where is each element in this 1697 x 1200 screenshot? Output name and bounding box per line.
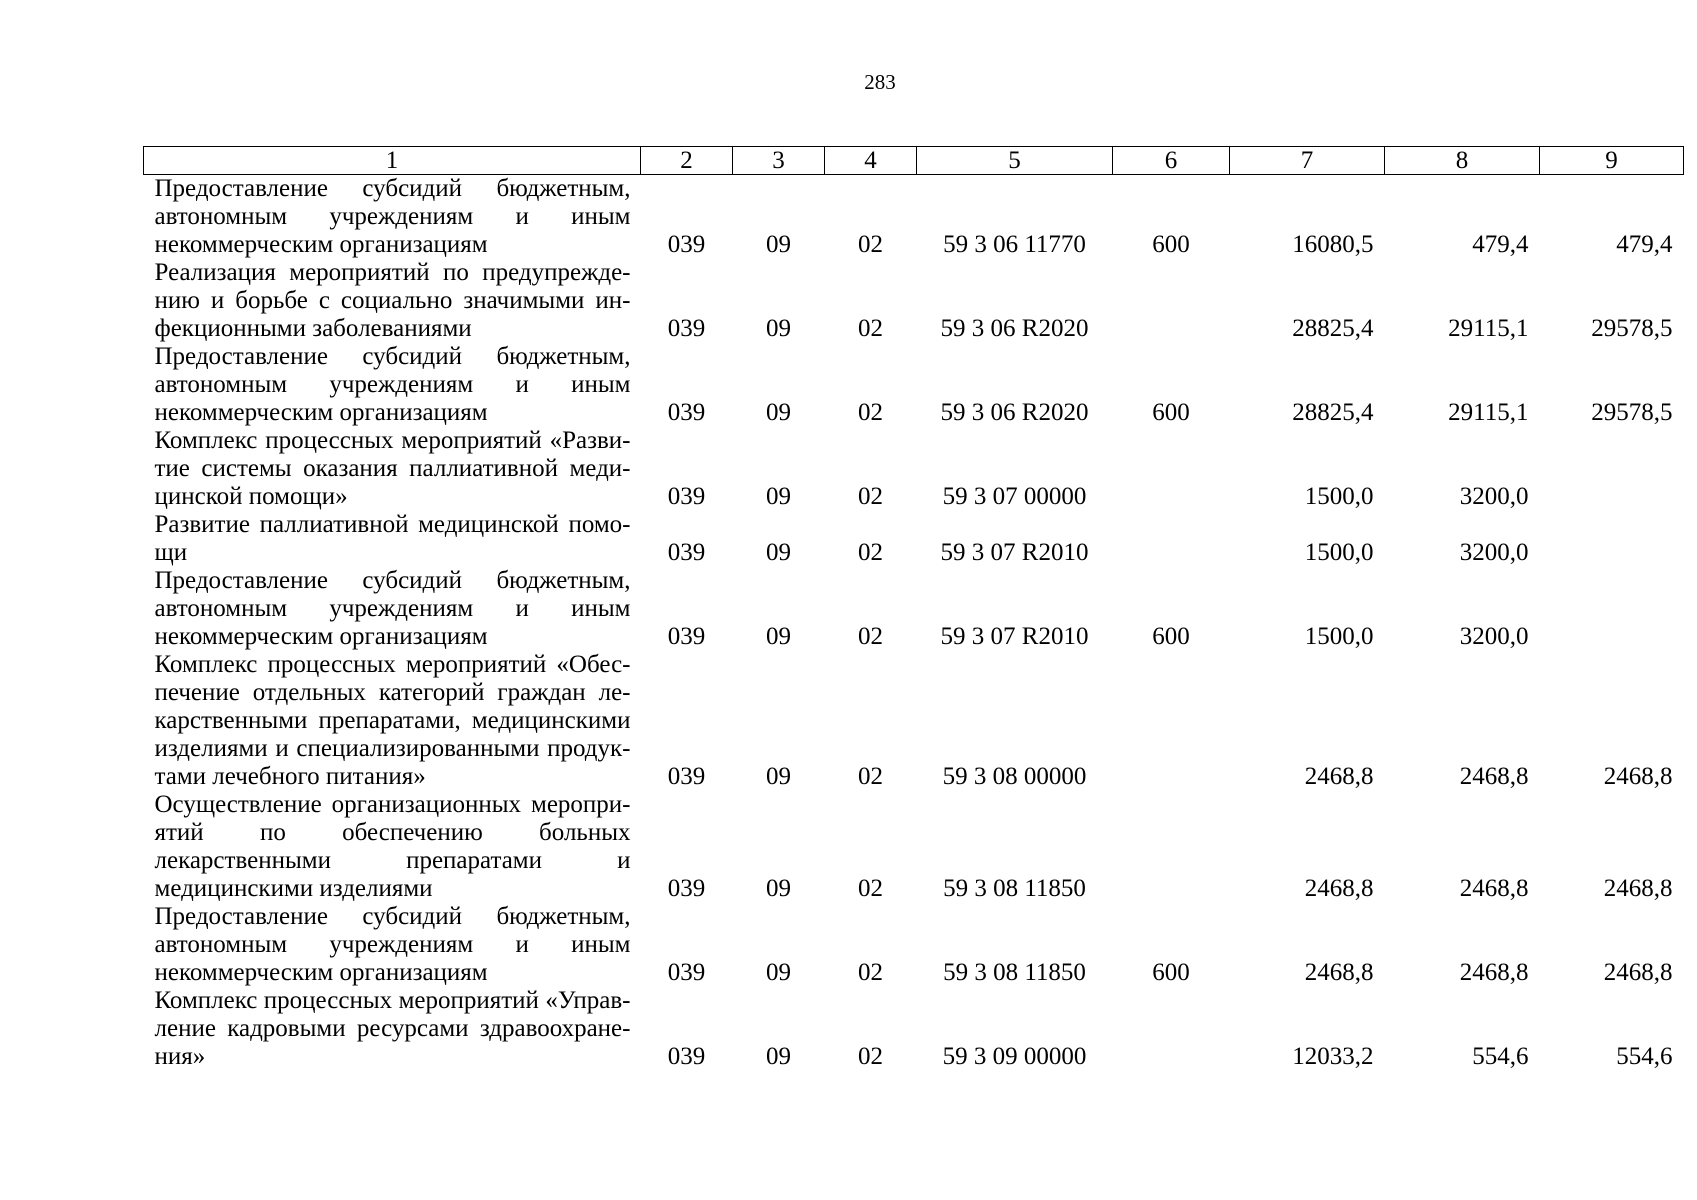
section-code-cell: 09 [766, 875, 791, 902]
section-code-cell: 09 [766, 1043, 791, 1070]
amount-col9-cell: 479,4 [1616, 231, 1673, 258]
header-row [144, 147, 1684, 175]
amount-col8-cell: 554,6 [1472, 1043, 1529, 1070]
row-name-cell: Предоставление субсидий бюджетным, автономным учреждениям и иным некоммерческим организациям [154, 343, 631, 426]
subsection-code-cell: 02 [858, 231, 883, 258]
column-header: 3 [733, 147, 825, 175]
column-header: 8 [1385, 147, 1540, 175]
amount-col9-cell: 554,6 [1616, 1043, 1673, 1070]
subsection-code-cell: 02 [858, 483, 883, 510]
ministry-code-cell: 039 [667, 315, 706, 342]
amount-col8-cell: 3200,0 [1459, 483, 1529, 510]
subsection-code-cell: 02 [858, 623, 883, 650]
target-article-cell: 59 3 07 R2010 [940, 623, 1089, 650]
section-code-cell: 09 [766, 539, 791, 566]
section-code-cell: 09 [766, 315, 791, 342]
column-header: 6 [1113, 147, 1230, 175]
amount-col8-cell: 3200,0 [1459, 539, 1529, 566]
amount-col7-cell: 12033,2 [1292, 1043, 1374, 1070]
ministry-code-cell: 039 [667, 483, 706, 510]
section-code-cell: 09 [766, 483, 791, 510]
amount-col7-cell: 2468,8 [1304, 763, 1374, 790]
target-article-cell: 59 3 07 00000 [942, 483, 1087, 510]
column-header: 7 [1230, 147, 1385, 175]
amount-col9-cell: 2468,8 [1603, 763, 1673, 790]
section-code-cell: 09 [766, 623, 791, 650]
row-name-cell: Предоставление субсидий бюджетным, автономным учреждениям и иным некоммерческим организациям [154, 567, 631, 650]
target-article-cell: 59 3 09 00000 [942, 1043, 1087, 1070]
table-row [144, 175, 1684, 260]
amount-col8-cell: 2468,8 [1459, 875, 1529, 902]
column-header: 9 [1540, 147, 1684, 175]
table-row [144, 259, 1684, 343]
row-name-cell: Предоставление субсидий бюджетным, автономным учреждениям и иным некоммерческим организациям [154, 903, 631, 986]
amount-col9-cell: 2468,8 [1603, 959, 1673, 986]
table-row [144, 903, 1684, 987]
amount-col7-cell: 1500,0 [1304, 483, 1374, 510]
column-header: 5 [917, 147, 1113, 175]
amount-col8-cell: 2468,8 [1459, 959, 1529, 986]
amount-col9-cell [1540, 427, 1684, 511]
ministry-code-cell: 039 [667, 623, 706, 650]
table-row [144, 567, 1684, 651]
target-article-cell: 59 3 06 R2020 [940, 399, 1089, 426]
ministry-code-cell: 039 [667, 959, 706, 986]
section-code-cell: 09 [766, 959, 791, 986]
subsection-code-cell: 02 [858, 875, 883, 902]
target-article-cell: 59 3 07 R2010 [940, 539, 1089, 566]
amount-col7-cell: 2468,8 [1304, 875, 1374, 902]
target-article-cell: 59 3 06 R2020 [940, 315, 1089, 342]
expense-type-cell: 600 [1152, 959, 1190, 986]
row-name-cell: Комплекс процессных мероприятий «Управление кадровыми ресурсами здравоохранения» [154, 987, 631, 1070]
amount-col9-cell [1540, 567, 1684, 651]
row-name-cell: Развитие паллиативной медицинской помощи [154, 511, 631, 566]
expense-type-cell [1113, 511, 1230, 567]
amount-col7-cell: 1500,0 [1304, 623, 1374, 650]
row-name-cell: Реализация мероприятий по предупреждению и борьбе с социально значимыми инфекционными заболеваниями [154, 259, 631, 342]
expense-type-cell: 600 [1152, 399, 1190, 426]
table-body [144, 175, 1684, 1072]
expense-type-cell [1113, 651, 1230, 791]
column-header: 1 [144, 147, 641, 175]
table-row [144, 511, 1684, 567]
subsection-code-cell: 02 [858, 763, 883, 790]
target-article-cell: 59 3 08 00000 [942, 763, 1087, 790]
ministry-code-cell: 039 [667, 231, 706, 258]
expense-type-cell [1113, 791, 1230, 903]
amount-col8-cell: 2468,8 [1459, 763, 1529, 790]
subsection-code-cell: 02 [858, 1043, 883, 1070]
column-header: 2 [641, 147, 733, 175]
amount-col9-cell: 29578,5 [1591, 399, 1673, 426]
amount-col8-cell: 29115,1 [1448, 315, 1529, 342]
table-row [144, 343, 1684, 427]
table-row [144, 791, 1684, 903]
subsection-code-cell: 02 [858, 539, 883, 566]
expense-type-cell [1113, 259, 1230, 343]
ministry-code-cell: 039 [667, 875, 706, 902]
subsection-code-cell: 02 [858, 399, 883, 426]
row-name-cell: Комплекс процессных мероприятий «Обеспечение отдельных категорий граждан лекарственными препаратами, медицинскими изделиями и специализированными продуктами лечебного питания» [154, 651, 631, 790]
amount-col7-cell: 1500,0 [1304, 539, 1374, 566]
table-header [144, 147, 1684, 175]
subsection-code-cell: 02 [858, 959, 883, 986]
page-number: 283 [864, 70, 896, 94]
expense-type-cell [1113, 987, 1230, 1071]
ministry-code-cell: 039 [667, 539, 706, 566]
amount-col8-cell: 3200,0 [1459, 623, 1529, 650]
section-code-cell: 09 [766, 399, 791, 426]
amount-col9-cell [1540, 511, 1684, 567]
row-name-cell: Комплекс процессных мероприятий «Развитие системы оказания паллиативной медицинской помощи» [154, 427, 631, 510]
table-row [144, 987, 1684, 1071]
expense-type-cell: 600 [1152, 231, 1190, 258]
table-row [144, 651, 1684, 791]
amount-col9-cell: 29578,5 [1591, 315, 1673, 342]
ministry-code-cell: 039 [667, 399, 706, 426]
amount-col7-cell: 2468,8 [1304, 959, 1374, 986]
expense-type-cell [1113, 427, 1230, 511]
ministry-code-cell: 039 [667, 763, 706, 790]
amount-col8-cell: 29115,1 [1448, 399, 1529, 426]
section-code-cell: 09 [766, 231, 791, 258]
ministry-code-cell: 039 [667, 1043, 706, 1070]
amount-col7-cell: 28825,4 [1292, 399, 1374, 426]
amount-col7-cell: 28825,4 [1292, 315, 1374, 342]
column-header: 4 [825, 147, 917, 175]
row-name-cell: Осуществление организационных мероприятий по обеспечению больных лекарственными препаратами и медицинскими изделиями [154, 791, 631, 902]
amount-col7-cell: 16080,5 [1292, 231, 1374, 258]
row-name-cell: Предоставление субсидий бюджетным, автономным учреждениям и иным некоммерческим организациям [154, 175, 631, 258]
target-article-cell: 59 3 06 11770 [943, 231, 1086, 258]
expense-type-cell: 600 [1152, 623, 1190, 650]
section-code-cell: 09 [766, 763, 791, 790]
target-article-cell: 59 3 08 11850 [943, 875, 1086, 902]
amount-col9-cell: 2468,8 [1603, 875, 1673, 902]
table-row [144, 427, 1684, 511]
target-article-cell: 59 3 08 11850 [943, 959, 1086, 986]
subsection-code-cell: 02 [858, 315, 883, 342]
budget-table [143, 146, 1684, 1071]
amount-col8-cell: 479,4 [1472, 231, 1529, 258]
